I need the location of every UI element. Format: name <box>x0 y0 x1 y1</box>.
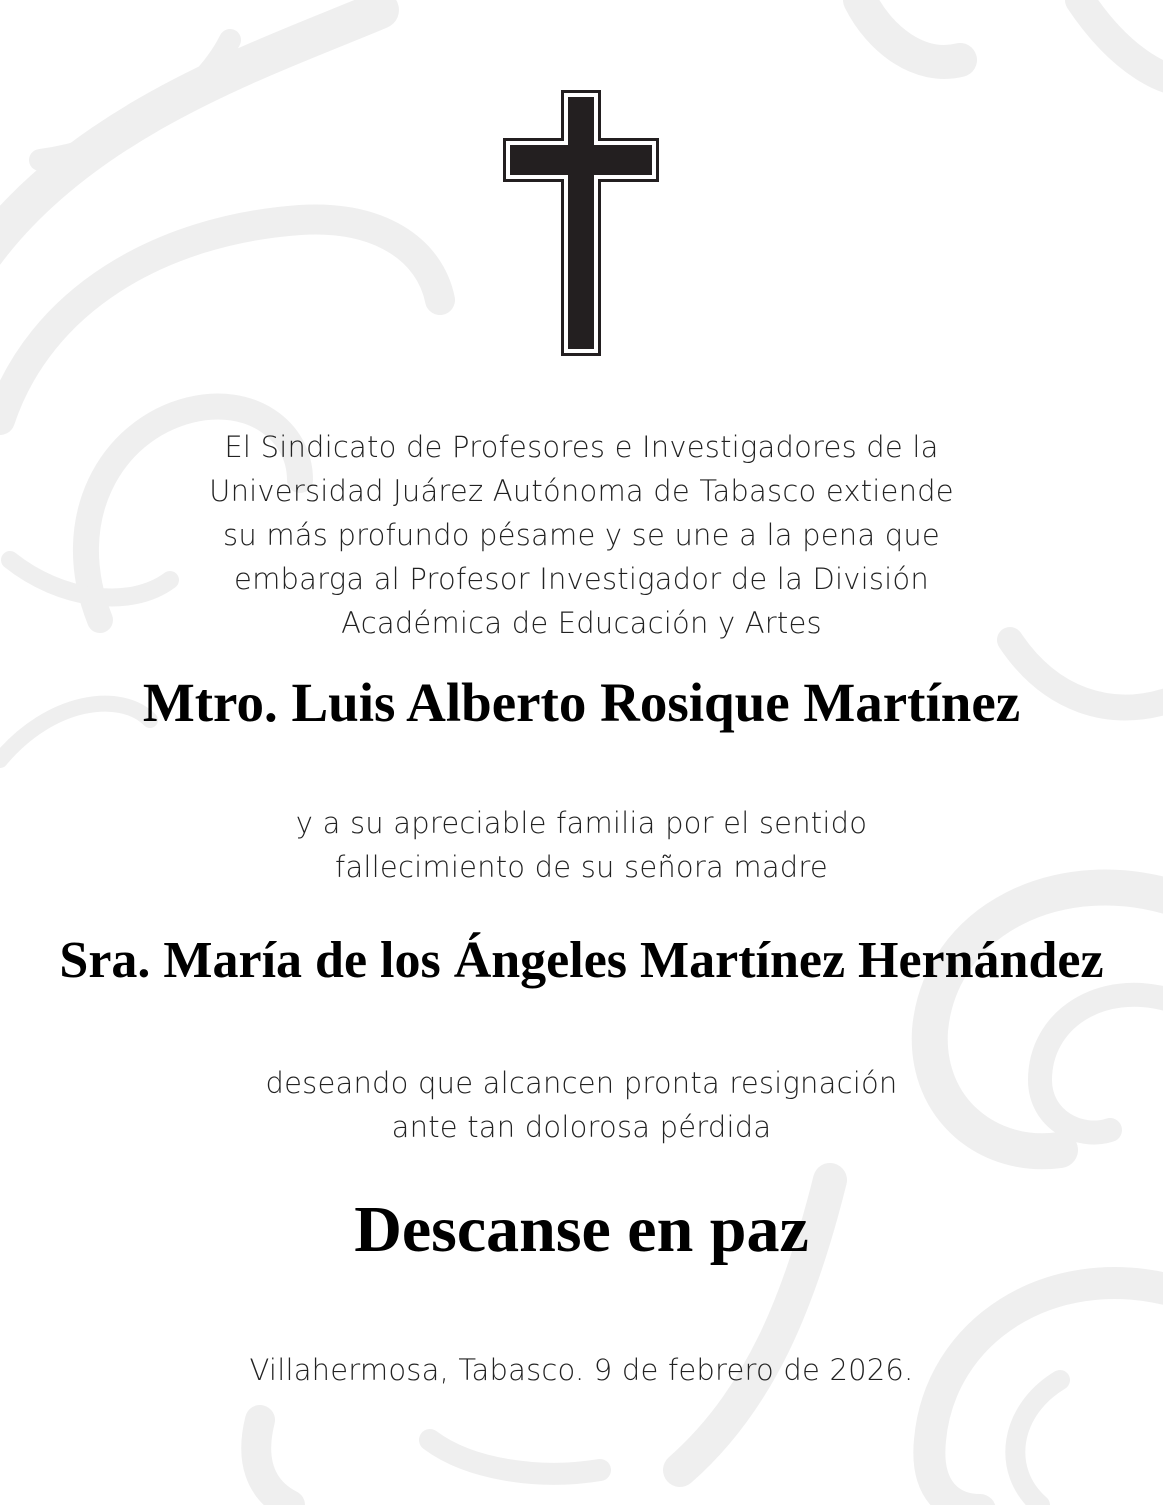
intro-paragraph: El Sindicato de Profesores e Investigadores de la Universidad Juárez Autónoma de Tabasco extiende su más profundo pésame y se une a la pena que embarga al Profesor Investigador de la División Académica de Educación y Artes <box>209 430 954 640</box>
deceased-name: Sra. María de los Ángeles Martínez Hernández <box>59 932 1104 989</box>
cross-icon <box>501 88 661 358</box>
honoree-name: Mtro. Luis Alberto Rosique Martínez <box>142 672 1021 733</box>
wish-paragraph: deseando que alcancen pronta resignación ante tan dolorosa pérdida <box>265 1066 898 1144</box>
place-and-date: Villahermosa, Tabasco. 9 de febrero de 2026. <box>249 1353 914 1387</box>
closing-phrase: Descanse en paz <box>354 1193 809 1266</box>
family-paragraph: y a su apreciable familia por el sentido fallecimiento de su señora madre <box>295 806 868 884</box>
